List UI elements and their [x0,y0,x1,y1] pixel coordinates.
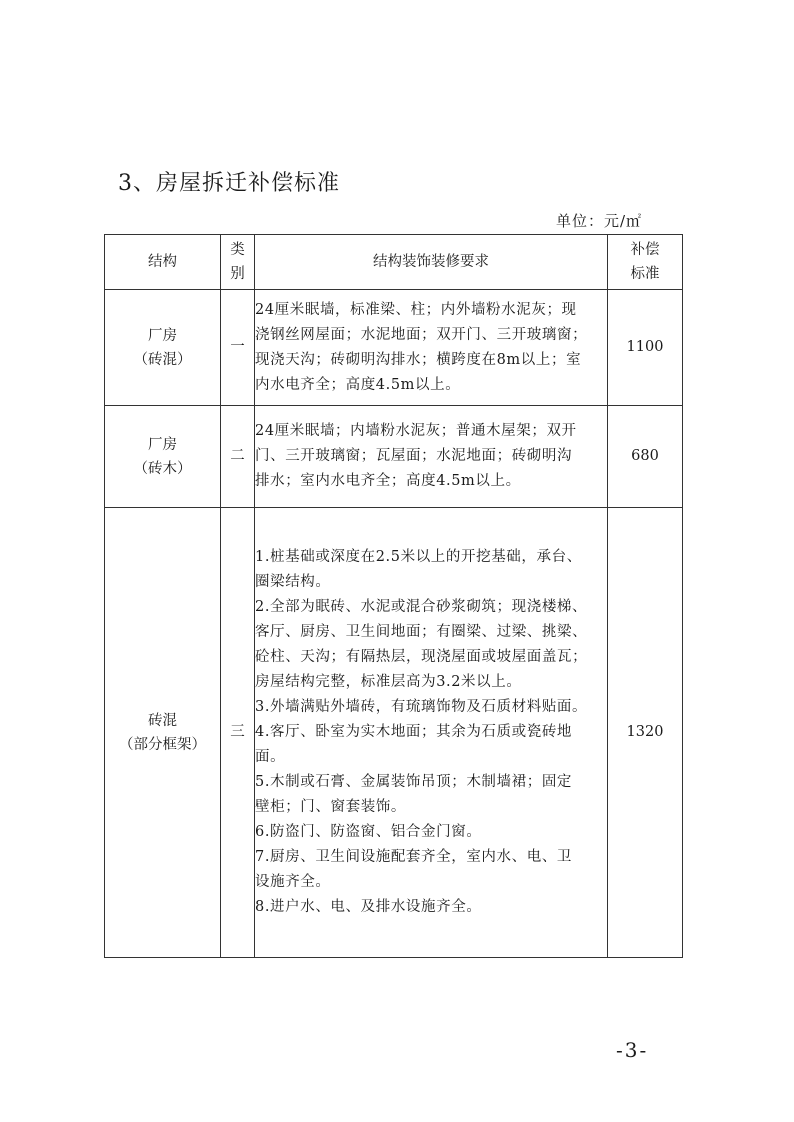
requirement-line: 8.进户水、电、及排水设施齐全。 [255,899,482,915]
row-requirements [255,290,608,406]
row-structure [105,406,221,508]
requirement-line: 设施齐全。 [255,874,331,890]
row-category: 二 [221,406,255,508]
structure-line: （砖木） [133,460,192,477]
structure-line: （砖混） [133,351,192,368]
row-category: 一 [221,290,255,406]
requirement-line: 内水电齐全；高度4.5m以上。 [255,376,461,393]
structure-line: 砖混 [148,712,177,729]
header-compensation [608,235,683,290]
table-row [105,290,683,406]
requirement-line: 排水；室内水电齐全；高度4.5m以上。 [255,473,521,489]
row-category: 三 [221,508,255,958]
requirement-line: 门、三开玻璃窗；瓦屋面；水泥地面；砖砌明沟 [255,448,573,464]
requirement-line: 24厘米眠墙，标准梁、柱；内外墙粉水泥灰；现 [255,301,577,318]
section-heading: 3、房屋拆迁补偿标准 [118,171,340,196]
table-header-row [105,235,683,290]
row-compensation: 680 [608,406,683,508]
requirement-line: 砼柱、天沟；有隔热层，现浇屋面或坡屋面盖瓦； [255,649,588,665]
requirement-line: 浇钢丝网屋面；水泥地面；双开门、三开玻璃窗； [255,326,588,343]
unit-label: 单位：元/㎡ [556,212,643,230]
requirement-line: 24厘米眠墙；内墙粉水泥灰；普通木屋架；双开 [255,423,577,439]
requirement-line: 7.厨房、卫生间设施配套齐全，室内水、电、卫 [255,849,573,865]
requirement-line: 1.桩基础或深度在2.5米以上的开挖基础，承台、 [255,549,582,565]
row-requirements [255,406,608,508]
requirement-line: 4.客厅、卧室为实木地面；其余为石质或瓷砖地 [255,724,573,740]
table-row [105,508,683,958]
requirement-line: 3.外墙满贴外墙砖，有琉璃饰物及石质材料贴面。 [255,699,588,715]
header-category-line: 别 [230,266,245,282]
row-structure [105,508,221,958]
requirement-line: 圈梁结构。 [255,574,331,590]
table-row [105,406,683,508]
requirement-line: 房屋结构完整，标准层高为3.2米以上。 [255,674,522,690]
header-requirements: 结构装饰装修要求 [255,235,608,290]
requirement-line: 客厅、厨房、卫生间地面；有圈梁、过梁、挑梁、 [255,624,588,640]
page-number: -3- [616,1038,649,1062]
row-structure [105,290,221,406]
structure-line: 厂房 [148,436,177,453]
requirement-line: 现浇天沟；砖砌明沟排水；横跨度在8m以上；室 [255,351,582,368]
requirement-line: 面。 [255,749,286,765]
header-compensation-line: 补偿 [630,242,660,258]
row-requirements [255,508,608,958]
row-compensation: 1320 [608,508,683,958]
structure-line: 厂房 [148,327,177,344]
compensation-table [104,234,683,958]
structure-line: （部分框架） [119,736,206,753]
requirement-line: 6.防盗门、防盗窗、铝合金门窗。 [255,824,482,840]
requirement-line: 壁柜；门、窗套装饰。 [255,799,406,815]
header-category-line: 类 [230,242,245,258]
header-compensation-line: 标准 [630,266,660,282]
header-structure: 结构 [105,235,221,290]
requirement-line: 5.木制或石膏、金属装饰吊顶；木制墙裙；固定 [255,774,573,790]
header-category [221,235,255,290]
row-compensation: 1100 [608,290,683,406]
requirement-line: 2.全部为眠砖、水泥或混合砂浆砌筑；现浇楼梯、 [255,599,588,615]
